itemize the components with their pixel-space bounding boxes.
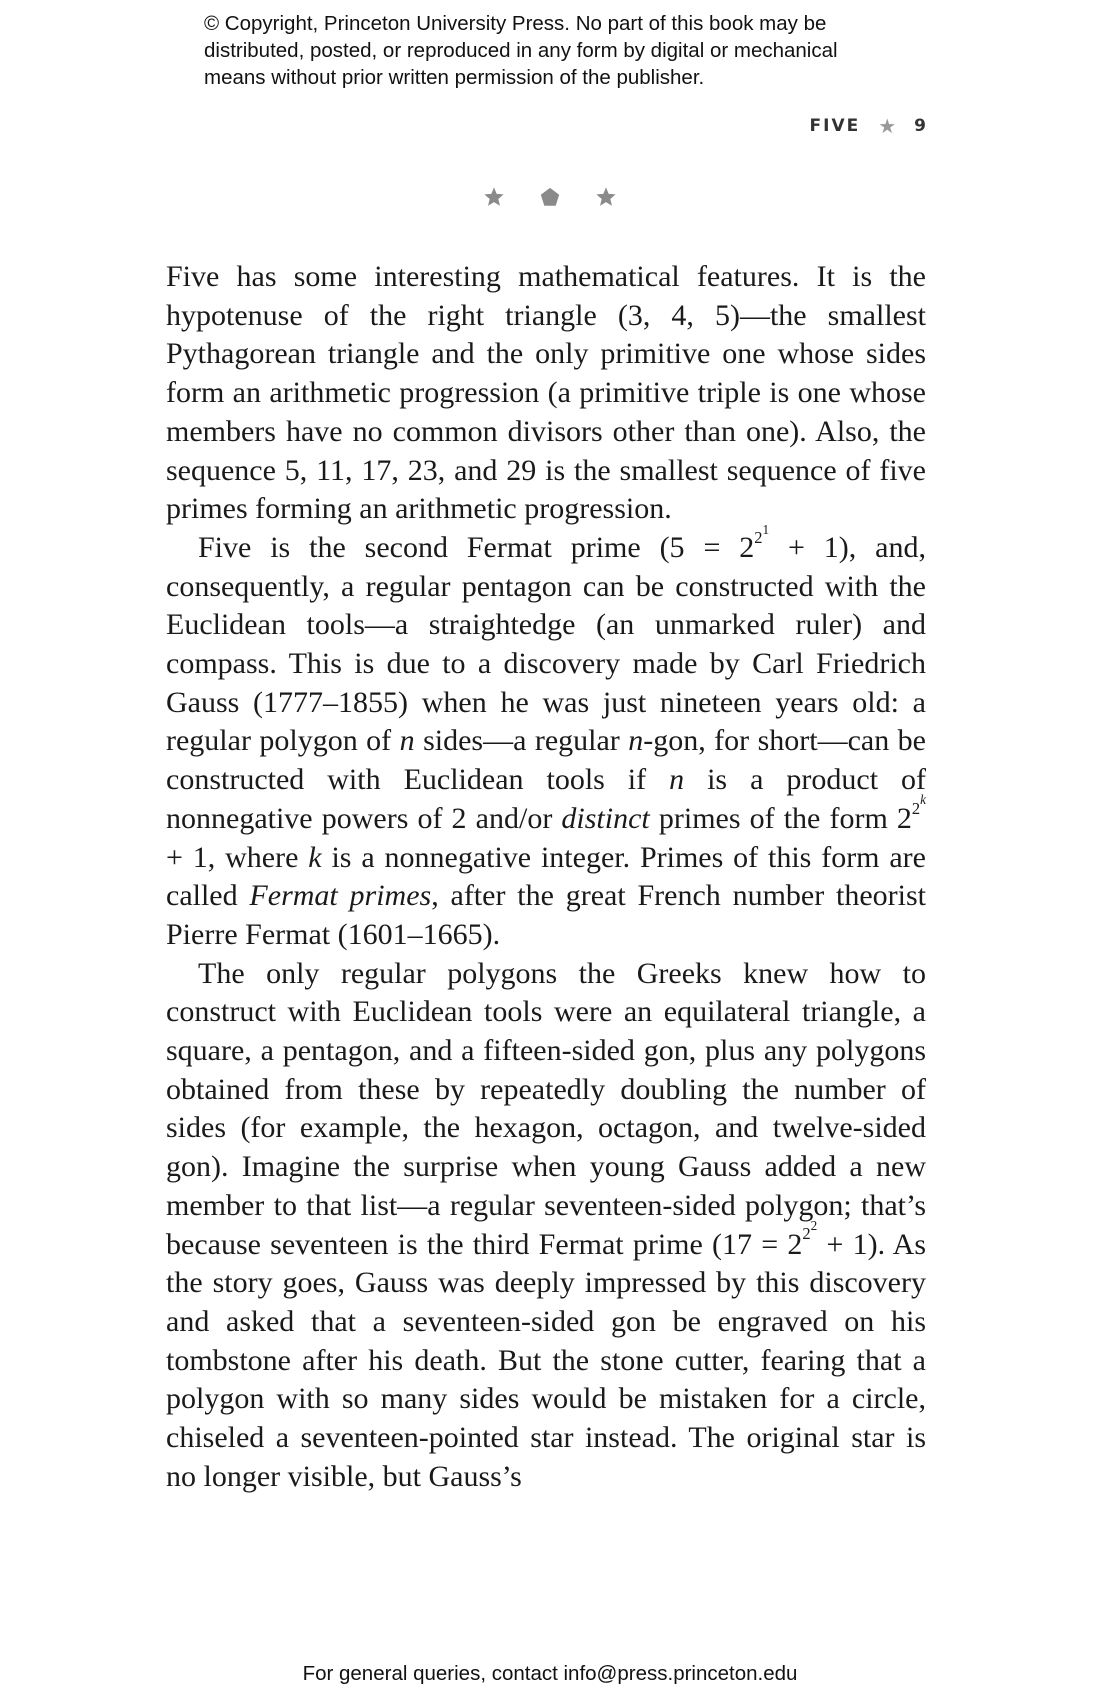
paragraph-3	[166, 955, 926, 1497]
variable-n: n	[669, 763, 685, 797]
text-run: The only regular polygons the Greeks knew how to construct with Euclidean tools were an equilateral triangle, a square, a pentagon, and a fifteen-sided gon, plus any polygons obtained from these by repeatedly doubling the number of sides (for example, the hexagon, octagon, and twelve-sided gon). Imagine the surprise when young Gauss added a new member to that list—a regular seventeen-sided polygon; that’s because seventeen is the third Fermat prime (17 = 2	[166, 956, 926, 1261]
page-number: 9	[914, 116, 928, 136]
paragraph-1: Five has some interesting mathematical features. It is the hypotenuse of the right triangle (3, 4, 5)—the smallest Pythagorean triangle and the only primitive one whose sides form an arithmetic progression (a primitive triple is one whose members have no common divisors other than one). Also, the sequence 5, 11, 17, 23, and 29 is the smallest sequence of five primes forming an arithmetic progression.	[166, 260, 926, 526]
chapter-title: FIVE	[809, 116, 861, 136]
exponent-power: 1	[762, 521, 770, 537]
exponent	[911, 792, 926, 818]
exponent	[754, 521, 770, 547]
term-fermat-primes: Fermat primes	[249, 879, 432, 913]
text-run: + 1, where	[166, 840, 309, 874]
text-run: -gon, for short—can be constructed with Euclidean tools if	[166, 724, 926, 797]
text-run: primes of the form 2	[649, 801, 912, 835]
text-run: , after the great French number theorist Pierre Fermat (1601–1665).	[166, 879, 926, 951]
text-run: + 1). As the story goes, Gauss was deeply impressed by this discovery and asked that a seventeen-sided gon be engraved on his tombstone after his death. But the stone cutter, fearing that a polygon with so many sides would be mistaken for a circle, chiseled a seventeen-pointed star instead. The original star is no longer visible, but Gauss’s	[166, 1227, 927, 1493]
star-icon	[595, 186, 617, 208]
exponent-base: 2	[754, 527, 763, 547]
running-head	[810, 114, 929, 138]
copyright-line: means without prior written permission of the publisher.	[204, 66, 705, 89]
emphasis: distinct	[561, 801, 650, 835]
exponent-power: k	[920, 792, 926, 808]
section-ornament	[0, 186, 1100, 208]
copyright-line: © Copyright, Princeton University Press. No part of this book may be	[204, 12, 827, 35]
text-run: sides—a regular	[414, 724, 629, 758]
body-text	[166, 258, 926, 1497]
copyright-line: distributed, posted, or reproduced in any form by digital or mechanical	[204, 39, 838, 62]
variable-k: k	[308, 840, 322, 874]
exponent-base: 2	[802, 1224, 811, 1244]
star-icon	[483, 186, 505, 208]
exponent-power: 2	[810, 1218, 818, 1234]
text-run: Five is the second Fermat prime (5 = 2	[198, 530, 755, 564]
pentagon-icon	[539, 186, 561, 208]
exponent	[802, 1218, 818, 1244]
variable-n: n	[399, 724, 415, 758]
text-run: is a product of nonnegative powers of 2 and/or	[166, 763, 926, 835]
exponent-base: 2	[911, 798, 921, 818]
star-icon: ★	[878, 114, 897, 138]
text-run: is a nonnegative integer. Primes of this form are called	[166, 840, 926, 913]
footer-contact: For general queries, contact info@press.princeton.edu	[302, 1662, 798, 1685]
variable-n: n	[628, 724, 644, 758]
text-run: + 1), and, consequently, a regular pentagon can be constructed with the Euclidean tools—a straightedge (an unmarked ruler) and compass. This is due to a discovery made by Carl Friedrich Gauss (1777–1855) when he was just nineteen years old: a regular polygon of	[166, 530, 926, 758]
copyright-notice	[204, 10, 964, 91]
paragraph-2	[166, 521, 926, 955]
